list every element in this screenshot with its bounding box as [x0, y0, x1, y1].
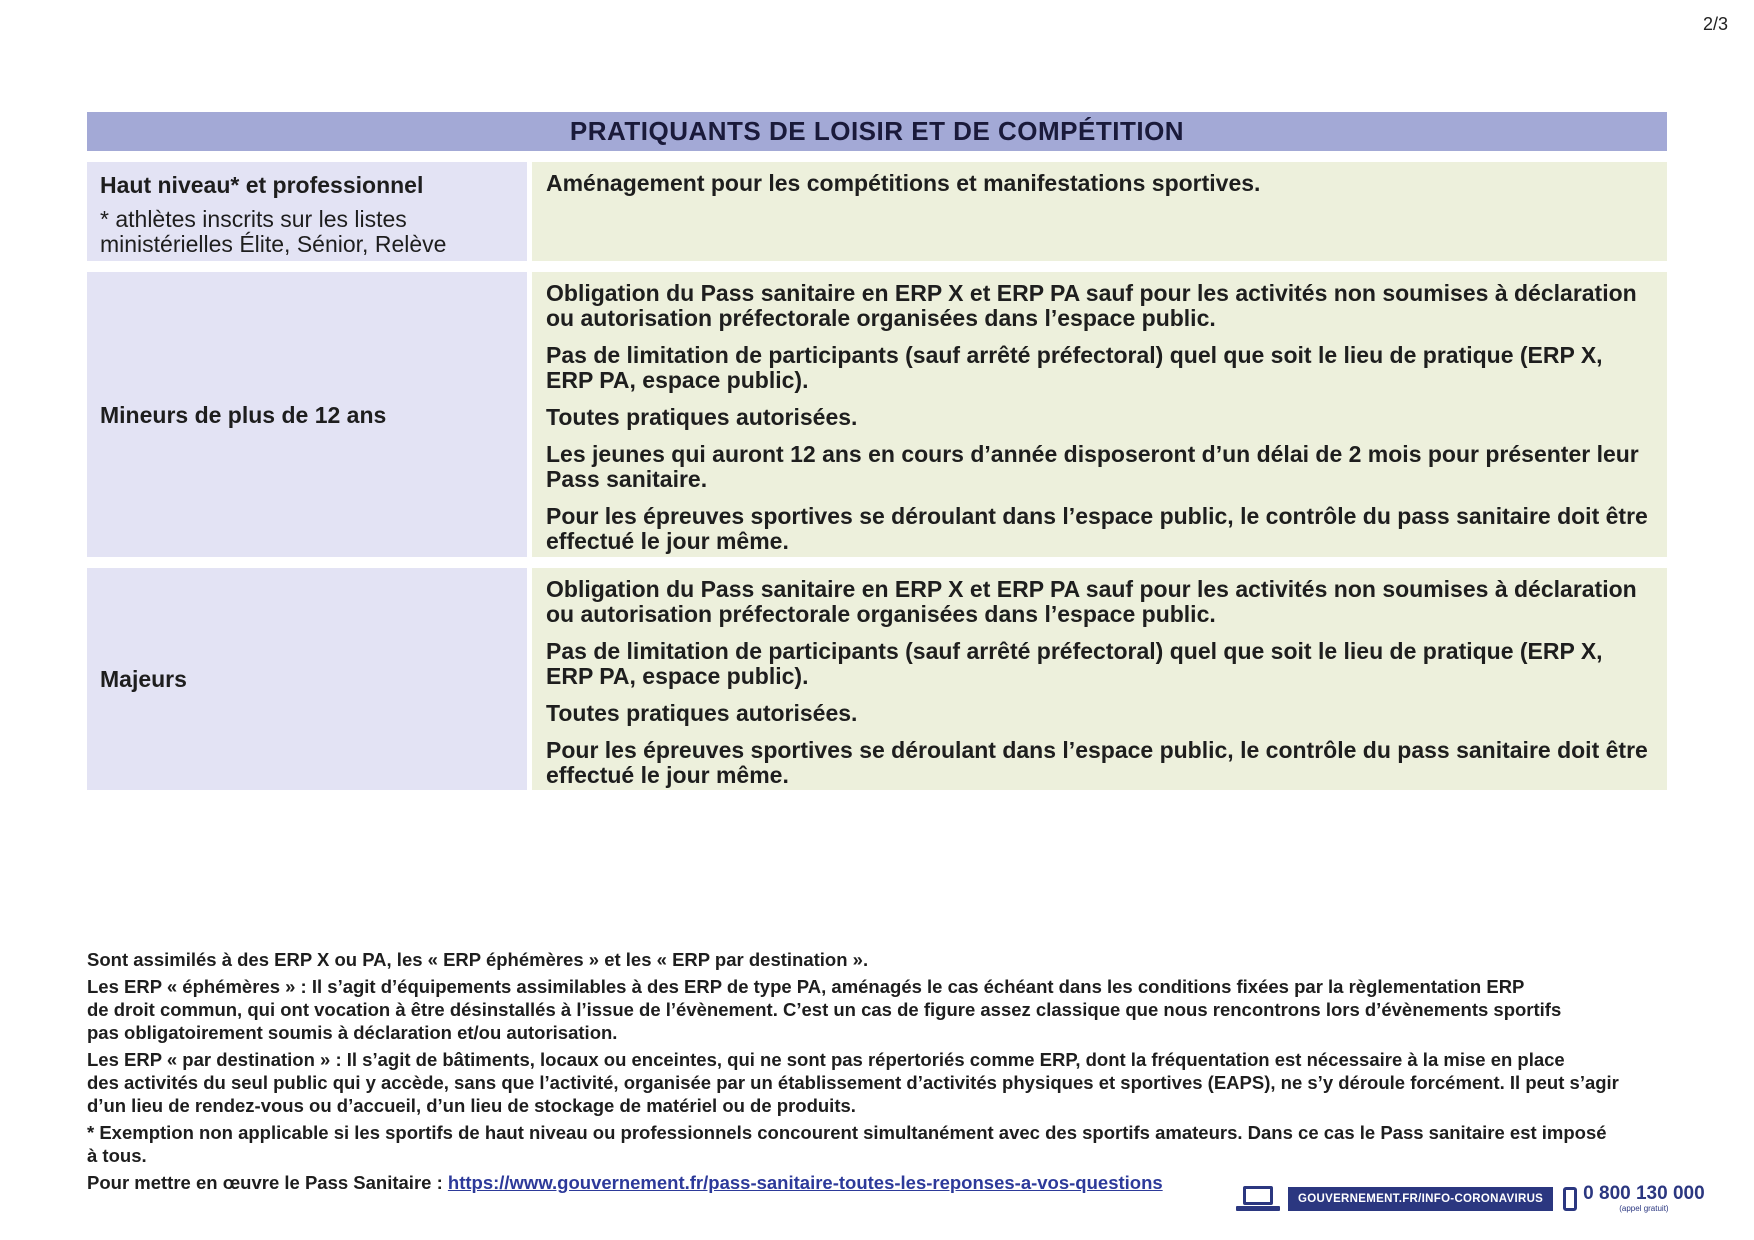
rule-text: Les jeunes qui auront 12 ans en cours d’année disposeront d’un délai de 2 mois pour présenter leur Pass sanitaire.: [546, 441, 1639, 492]
rule-text: Aménagement pour les compétitions et manifestations sportives.: [546, 170, 1261, 196]
rule-text: Toutes pratiques autorisées.: [546, 700, 858, 726]
row-rules-cell: [532, 272, 1667, 557]
note-erp-destination: Les ERP « par destination » : Il s’agit de bâtiments, locaux ou enceintes, qui ne sont pas répertoriés comme ERP, dont la fréquentation est nécessaire à la mise en place des activités du seul public qui y accède, sans que l’activité, organisée par un établissement d’activités physiques et sportives (EAPS), ne s’y déroule forcément. Il peut s’agir d’un lieu de rendez-vous ou d’accueil, d’un lieu de stockage de matériel ou de produits.: [87, 1049, 1619, 1116]
row-category-note: * athlètes inscrits sur les listes ministérielles Élite, Sénior, Relève: [100, 206, 447, 257]
note-erp-assimilated: Sont assimilés à des ERP X ou PA, les « ERP éphémères » et les « ERP par destination ».: [87, 949, 869, 970]
table-row: [87, 568, 1667, 790]
table-row: [87, 272, 1667, 557]
row-category-title: Mineurs de plus de 12 ans: [100, 401, 387, 428]
rule-text: Toutes pratiques autorisées.: [546, 404, 858, 430]
rule-text: Obligation du Pass sanitaire en ERP X et ERP PA sauf pour les activités non soumises à déclaration ou autorisation préfectorale organisées dans l’espace public.: [546, 280, 1637, 331]
row-category-title: Haut niveau* et professionnel: [100, 172, 424, 198]
rule-text: Pour les épreuves sportives se déroulant dans l’espace public, le contrôle du pass sanitaire doit être effectué le jour même.: [546, 737, 1648, 788]
link-prefix: Pour mettre en œuvre le Pass Sanitaire :: [87, 1172, 448, 1193]
rule-text: Pas de limitation de participants (sauf arrêté préfectoral) quel que soit le lieu de pratique (ERP X, ERP PA, espace public).: [546, 342, 1603, 393]
note-exemption: * Exemption non applicable si les sportifs de haut niveau ou professionnels concourent simultanément avec des sportifs amateurs. Dans ce cas le Pass sanitaire est imposé à tous.: [87, 1122, 1607, 1166]
footer-badge: [1236, 1184, 1705, 1213]
table-row: [87, 162, 1667, 261]
phone-icon: [1563, 1187, 1577, 1211]
phone-note: (appel gratuit): [1619, 1204, 1669, 1213]
footnotes: [87, 948, 1687, 1198]
pass-sanitaire-link[interactable]: https://www.gouvernement.fr/pass-sanitaire-toutes-les-reponses-a-vos-questions: [447, 1172, 1163, 1193]
laptop-icon: [1236, 1186, 1280, 1212]
rule-text: Pour les épreuves sportives se déroulant dans l’espace public, le contrôle du pass sanitaire doit être effectué le jour même.: [546, 503, 1648, 554]
page-number: 2/3: [1702, 14, 1728, 34]
rule-text: Pas de limitation de participants (sauf arrêté préfectoral) quel que soit le lieu de pratique (ERP X, ERP PA, espace public).: [546, 638, 1603, 689]
rules-table: [87, 112, 1667, 790]
table-title: PRATIQUANTS DE LOISIR ET DE COMPÉTITION: [87, 112, 1667, 151]
row-category-cell: [87, 162, 527, 261]
row-rules-cell: [532, 162, 1667, 261]
gov-site-label[interactable]: GOUVERNEMENT.FR/INFO-CORONAVIRUS: [1288, 1187, 1553, 1211]
row-category-title: Majeurs: [100, 666, 187, 692]
phone-block: [1583, 1184, 1705, 1213]
note-erp-ephemeral: Les ERP « éphémères » : Il s’agit d’équipements assimilables à des ERP de type PA, aménagés le cas échéant dans les conditions fixées par la règlementation ERP de droit commun, qui ont vocation à être désinstallés à l’issue de l’évènement. C’est un cas de figure assez classique que nous rencontrons lors d’évènements sportifs pas obligatoirement soumis à déclaration et/ou autorisation.: [87, 976, 1562, 1043]
row-rules-cell: [532, 568, 1667, 790]
row-category-cell: [87, 568, 527, 790]
rule-text: Obligation du Pass sanitaire en ERP X et ERP PA sauf pour les activités non soumises à déclaration ou autorisation préfectorale organisées dans l’espace public.: [546, 576, 1637, 627]
phone-number: 0 800 130 000: [1583, 1183, 1705, 1204]
row-category-cell: [87, 272, 527, 557]
